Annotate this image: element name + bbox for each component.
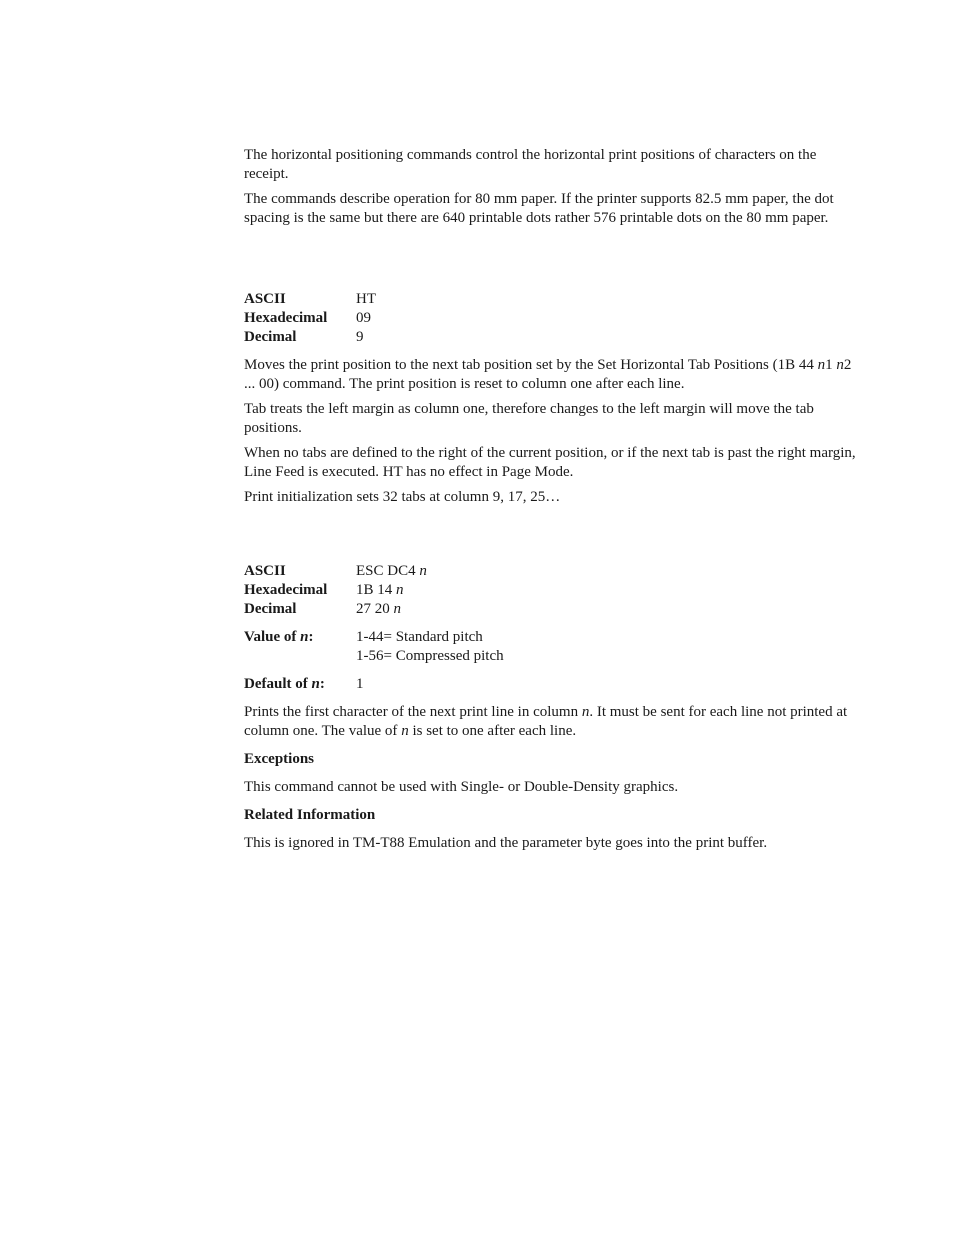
esc-dc4-command-codes [244, 562, 504, 694]
esc-dc4-ascii-row [244, 562, 504, 581]
value-range-compressed: 1-56= Compressed pitch [356, 648, 504, 664]
related-information-heading: Related Information [244, 807, 376, 823]
esc-dc4-default-row [244, 666, 504, 694]
ht-ascii-value: HT [356, 291, 376, 307]
esc-dc4-value-cell [356, 619, 504, 666]
ht-hex-row [244, 309, 376, 328]
esc-dc4-value-label [244, 619, 356, 666]
ht-description-4: Print initialization sets 32 tabs at column 9, 17, 25… [244, 489, 561, 505]
ht-desc-1-text-c: 2 ... 00) command. The print position is reset to column one after each line. [244, 357, 852, 392]
intro-paragraph-2: The commands describe operation for 80 mm paper. If the printer supports 82.5 mm paper, the dot spacing is the same but there are 640 printable dots rather 576 printable dots on the 80 mm paper. [244, 191, 834, 226]
esc-dc4-value-row [244, 619, 504, 666]
ht-desc-1-n2: n [836, 357, 844, 373]
esc-dc4-desc-n2: n [401, 723, 409, 739]
ht-desc-1-text-b: 1 [825, 357, 837, 373]
esc-dc4-ascii-value: ESC DC4 [356, 563, 420, 579]
esc-dc4-desc-n1: n [581, 704, 590, 720]
default-of-n: n [311, 676, 320, 692]
esc-dc4-dec-label: Decimal [244, 601, 297, 617]
ht-dec-label: Decimal [244, 329, 297, 345]
ht-command-codes [244, 290, 376, 347]
esc-dc4-ascii-label: ASCII [244, 563, 286, 579]
esc-dc4-default-label [244, 666, 356, 694]
esc-dc4-ascii-n: n [419, 563, 427, 579]
esc-dc4-desc-text-b: . It must be sent for each line not printed at column one. The value of [244, 704, 848, 739]
related-information-text: This is ignored in TM-T88 Emulation and the parameter byte goes into the print buffer. [244, 835, 768, 851]
exceptions-heading: Exceptions [244, 751, 315, 767]
esc-dc4-dec-n: n [393, 601, 401, 617]
esc-dc4-hex-cell [356, 581, 504, 600]
esc-dc4-hex-label: Hexadecimal [244, 582, 328, 598]
ht-hex-label: Hexadecimal [244, 310, 328, 326]
esc-dc4-hex-row [244, 581, 504, 600]
page-content [244, 146, 856, 853]
value-range-standard: 1-44= Standard pitch [356, 629, 483, 645]
esc-dc4-desc-text-a: Prints the first character of the next print line in column [244, 704, 582, 720]
ht-description-3: When no tabs are defined to the right of the current position, or if the next tab is past the right margin, Line Feed is executed. HT has no effect in Page Mode. [244, 445, 856, 480]
default-of-colon: : [319, 676, 325, 692]
ht-dec-row [244, 328, 376, 347]
esc-dc4-hex-value: 1B 14 [356, 582, 397, 598]
ht-ascii-label: ASCII [244, 291, 286, 307]
esc-dc4-dec-value: 27 20 [356, 601, 394, 617]
ht-description-2: Tab treats the left margin as column one, therefore changes to the left margin will move the tab positions. [244, 401, 814, 436]
exceptions-text: This command cannot be used with Single- or Double-Density graphics. [244, 779, 679, 795]
esc-dc4-ascii-cell [356, 562, 504, 581]
ht-desc-1-text-a: Moves the print position to the next tab position set by the Set Horizontal Tab Positions (1B 44 [244, 357, 818, 373]
value-of-label-text: Value of [244, 629, 301, 645]
ht-hex-value: 09 [356, 310, 371, 326]
ht-dec-value: 9 [356, 329, 364, 345]
ht-ascii-row [244, 290, 376, 309]
esc-dc4-desc-text-c: is set to one after each line. [408, 723, 577, 739]
intro-paragraph-1: The horizontal positioning commands control the horizontal print positions of characters on the receipt. [244, 147, 817, 182]
value-of-colon: : [308, 629, 314, 645]
esc-dc4-dec-row [244, 600, 504, 619]
ht-description-1 [244, 356, 856, 394]
esc-dc4-description [244, 703, 856, 741]
esc-dc4-default-value: 1 [356, 676, 364, 692]
esc-dc4-dec-cell [356, 600, 504, 619]
ht-desc-1-n1: n [817, 357, 826, 373]
default-of-label-text: Default of [244, 676, 312, 692]
esc-dc4-hex-n: n [396, 582, 404, 598]
value-of-n: n [300, 629, 309, 645]
